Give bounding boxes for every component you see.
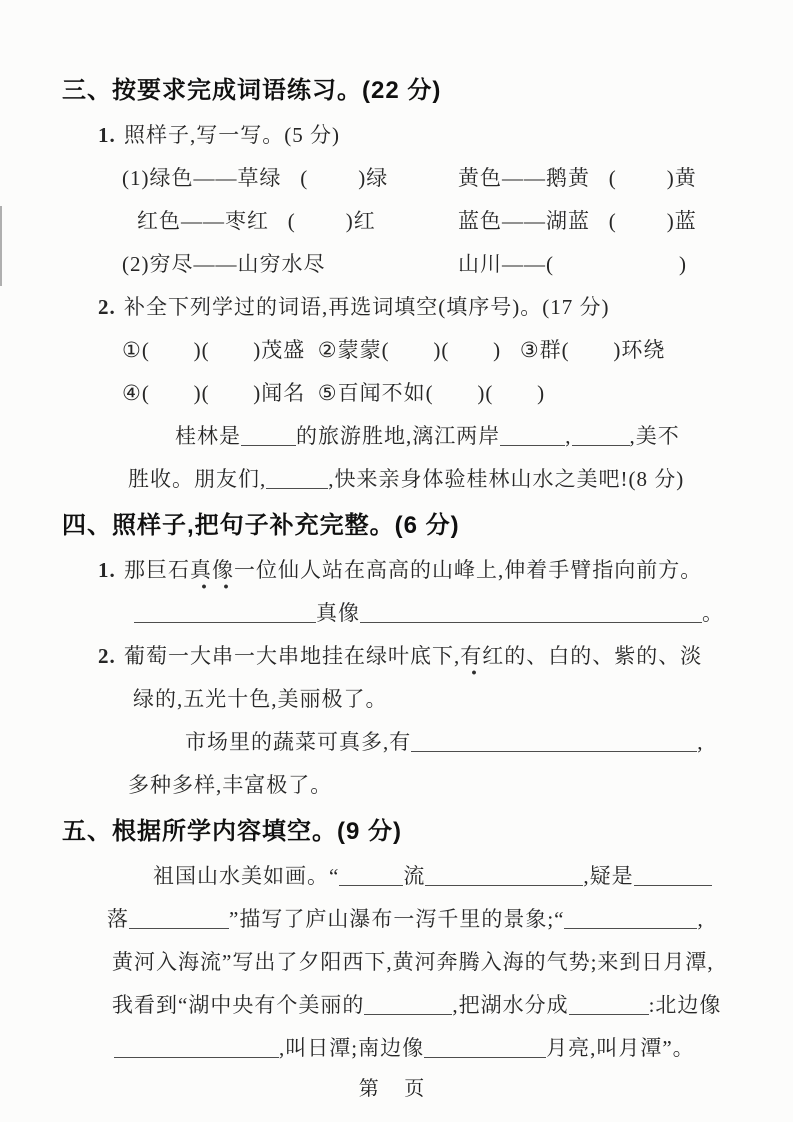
s3-q2-title-line [98,286,793,329]
row1-col1: (1)绿色——草绿 ( )绿 [122,166,389,190]
fill-text: ,美不 [629,424,680,448]
section4-heading: 四、照样子,把句子补充完整。(6 分) [62,512,460,539]
s5-line5 [114,1027,793,1070]
answer-blank [134,607,316,623]
fill-text: 真像 [316,601,360,625]
s4-q2-fill-line1 [185,721,793,764]
answer-blank [364,999,452,1015]
s4-q2-number: 2. [98,644,116,668]
fill-text: ,快来亲身体验桂林山水之美吧!(8 分) [328,467,685,491]
section5-heading: 五、根据所学内容填空。(9 分) [62,818,402,845]
answer-blank [241,430,296,446]
s4-q2-fill-line2: 多种多样,丰富极了。 [128,773,333,797]
answer-blank [425,870,583,886]
fill-text: 我看到“湖中央有个美丽的 [112,993,365,1017]
s5-line1 [153,855,793,898]
fill-text: 流 [403,864,426,888]
fill-text: ,把湖水分成 [452,993,569,1017]
s4-q1-number: 1. [98,558,116,582]
s3-q1-title: 照样子,写一写。(5 分) [124,123,340,147]
s3-q1-title-line [98,114,793,157]
answer-blank [572,430,630,446]
answer-blank [266,473,328,489]
sentence-text: 葡萄一大串一大串地挂在绿叶底下, [124,644,461,668]
answer-blank [129,913,229,929]
fill-text: 桂林是 [175,424,241,448]
sentence-text: 那巨石 [124,558,190,582]
s3-q2-words-line2: ④( )( )闻名 ⑤百闻不如( )( ) [122,381,546,405]
answer-blank [411,736,697,752]
fill-text: ,疑是 [583,864,634,888]
answer-blank [569,999,649,1015]
fill-text: , [565,424,572,448]
fill-text: ,叫日潭;南边像 [279,1036,425,1060]
emphasized-text: 有 [460,644,483,668]
fill-text: ”描写了庐山瀑布一泻千里的景象;“ [229,907,565,931]
s4-q2-sentence-line1 [98,635,793,678]
row2-col1: 红色——枣红 ( )红 [137,209,376,233]
s3-q1-number: 1. [98,123,116,147]
emphasized-text: 真像 [190,558,234,582]
answer-blank [339,870,403,886]
s3-q2-title: 补全下列学过的词语,再选词填空(填序号)。(17 分) [124,295,610,319]
fill-text: 落 [107,907,129,931]
row1-col2: 黄色——鹅黄 ( )黄 [458,166,697,190]
row3-col2: 山川——( ) [458,252,687,276]
fill-text: 的旅游胜地,漓江两岸 [296,424,501,448]
section3-heading: 三、按要求完成词语练习。(22 分) [62,77,442,104]
sentence-text: 一位仙人站在高高的山峰上,伸着手臂指向前方。 [234,558,703,582]
s3-q1-row2 [137,200,793,243]
answer-blank [564,913,697,929]
scan-artifact-line [0,206,2,286]
answer-blank [634,870,712,886]
fill-text: , [697,730,704,754]
fill-text: 。 [702,601,724,625]
row3-col1: (2)穷尽——山穷水尽 [122,252,326,276]
s3-q2-fill-line2 [128,458,793,501]
s4-q1-sentence [98,549,793,592]
s4-q1-answer-line [134,592,793,635]
fill-text: 月亮,叫月潭”。 [546,1036,695,1060]
s5-line4 [112,984,793,1027]
row2-col2: 蓝色——湖蓝 ( )蓝 [458,209,697,233]
s3-q2-words-line1: ①( )( )茂盛 ②蒙蒙( )( ) ③群( )环绕 [122,338,666,362]
s5-line3: 黄河入海流”写出了夕阳西下,黄河奔腾入海的气势;来到日月潭, [112,950,714,974]
fill-text: , [697,907,704,931]
answer-blank [114,1042,279,1058]
sentence-text: 红的、白的、紫的、淡 [482,644,703,668]
fill-text: :北边像 [648,993,722,1017]
fill-text: 市场里的蔬菜可真多,有 [185,730,412,754]
fill-text: 胜收。朋友们, [128,467,267,491]
s5-line2 [107,898,793,941]
s4-q2-sentence-line2: 绿的,五光十色,美丽极了。 [133,687,388,711]
answer-blank [424,1042,546,1058]
page-number-footer: 第 页 [358,1078,435,1100]
s3-q1-row3 [122,243,793,286]
s3-q2-number: 2. [98,295,116,319]
s3-q1-row1 [122,157,793,200]
answer-blank [500,430,565,446]
answer-blank [360,607,702,623]
fill-text: 祖国山水美如画。“ [153,864,340,888]
s3-q2-fill-line1 [175,415,793,458]
